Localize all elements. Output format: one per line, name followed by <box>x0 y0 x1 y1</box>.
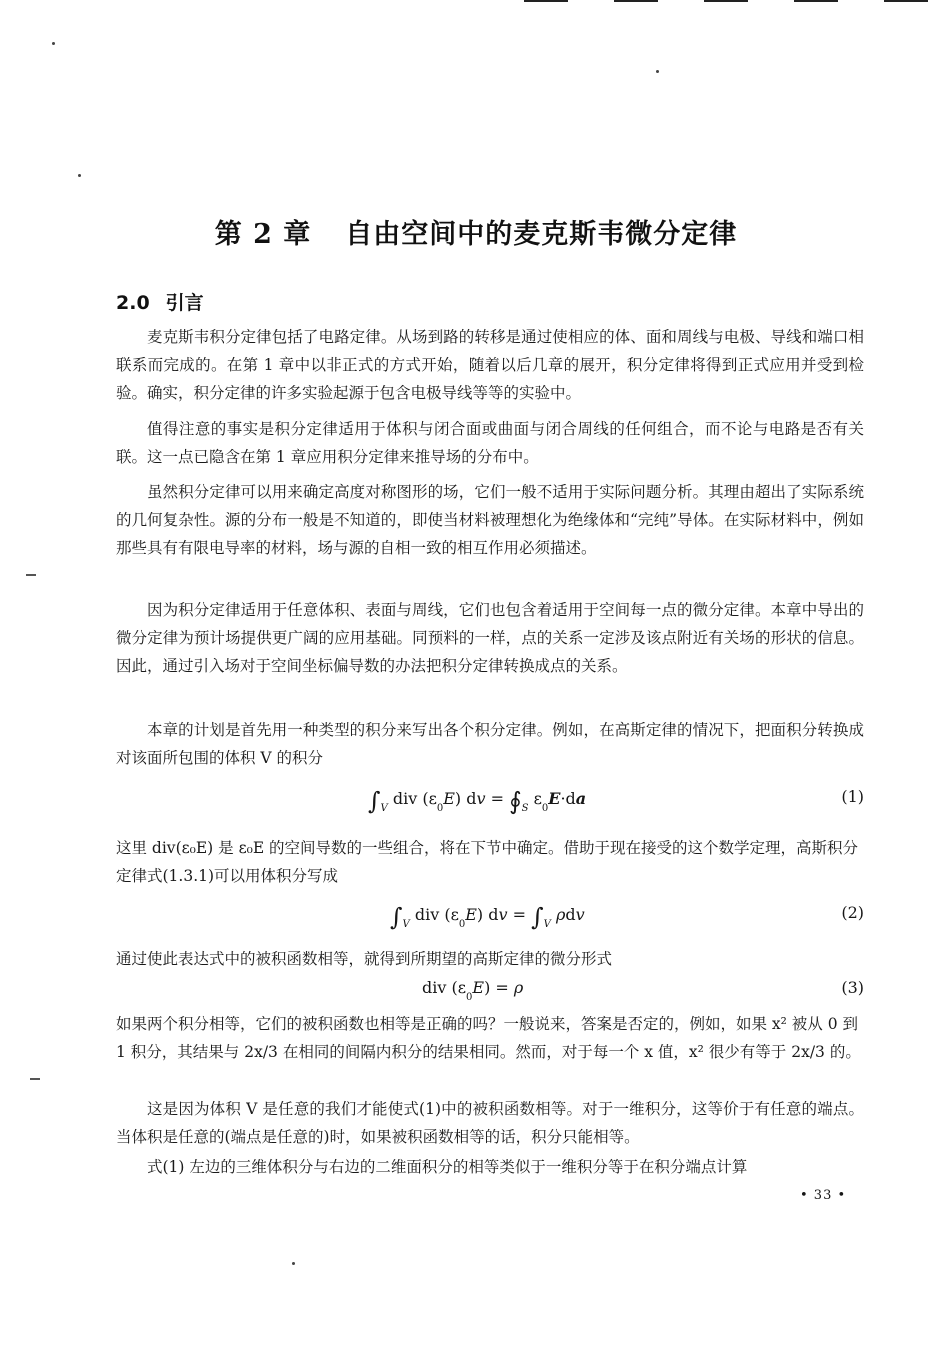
scan-speck <box>78 174 81 177</box>
scan-speck <box>656 70 659 73</box>
equation-2-body: $\int_V$ div $(\varepsilon_0E)$ dv = $\int_V$ ρdv <box>390 903 585 931</box>
equation-2-number: (2) <box>841 903 864 922</box>
equation-3-body: div $(\varepsilon_0E) = \rho$ <box>422 978 524 1003</box>
chapter-title <box>0 212 952 251</box>
paragraph-6: 这是因为体积 V 是任意的我们才能使式(1)中的被积函数相等。对于一维积分，这等价于有任意的端点。当体积是任意的(端点是任意的)时，如果被积函数相等的话，积分只能相等。 <box>116 1100 864 1146</box>
chapter-number: 第 2 章 <box>214 219 312 250</box>
scan-speck <box>52 42 55 45</box>
paragraph-after-eq2: 通过使此表达式中的被积函数相等，就得到所期望的高斯定律的微分形式 <box>116 950 613 968</box>
top-rule <box>884 0 928 2</box>
equation-3 <box>116 978 864 1008</box>
paragraph-after-eq3: 如果两个积分相等，它们的被积函数也相等是正确的吗？一般说来，答案是否定的，例如，如果 x² 被从 0 到 1 积分，其结果与 2x/3 在相同的间隔内积分的结果相同。然而，对于每一个 x 值，x² 很少有等于 2x/3 的。 <box>116 1015 861 1061</box>
top-rule <box>524 0 568 2</box>
paragraph-after-eq1: 这里 div(ε₀E) 是 ε₀E 的空间导数的一些组合，将在下节中确定。借助于现在接受的这个数学定理，高斯积分定律式(1.3.1)可以用体积分写成 <box>116 839 859 885</box>
equation-1-body: $\int_V$ div $(\varepsilon_0E)$ dv = $∮_S$ $\varepsilon_0E\cdot da$ <box>368 787 587 815</box>
paragraph-1: 麦克斯韦积分定律包括了电路定律。从场到路的转移是通过使相应的体、面和周线与电极、导线和端口相联系而完成的。在第 1 章中以非正式的方式开始，随着以后几章的展开，积分定律将得到正式应用并受到检验。确实，积分定律的许多实验起源于包含电极导线等等的实验中。 <box>116 328 864 402</box>
section-number: 2.0 <box>116 292 150 314</box>
margin-dash <box>26 574 36 576</box>
top-rule <box>704 0 748 2</box>
section-heading <box>116 288 204 315</box>
section-title: 引言 <box>165 292 204 314</box>
equation-1-number: (1) <box>841 787 864 806</box>
top-rule <box>614 0 658 2</box>
equation-3-number: (3) <box>841 978 864 997</box>
paragraph-2: 值得注意的事实是积分定律适用于体积与闭合面或曲面与闭合周线的任何组合，而不论与电路是否有关联。这一点已隐含在第 1 章应用积分定律来推导场的分布中。 <box>116 420 864 466</box>
paragraph-3: 虽然积分定律可以用来确定高度对称图形的场，它们一般不适用于实际问题分析。其理由超出了实际系统的几何复杂性。源的分布一般是不知道的，即使当材料被理想化为绝缘体和“完纯”导体。在实际材料中，例如那些具有有限电导率的材料，场与源的自相一致的相互作用必须描述。 <box>116 483 864 557</box>
paragraph-7: 式(1) 左边的三维体积分与右边的二维面积分的相等类似于一维积分等于在积分端点计算 <box>147 1158 748 1176</box>
paragraph-4: 因为积分定律适用于任意体积、表面与周线，它们也包含着适用于空间每一点的微分定律。本章中导出的微分定律为预计场提供更广阔的应用基础。同预料的一样，点的关系一定涉及该点附近有关场的形状的信息。因此，通过引入场对于空间坐标偏导数的办法把积分定律转换成点的关系。 <box>116 601 864 675</box>
margin-dash <box>30 1078 40 1080</box>
paragraph-5: 本章的计划是首先用一种类型的积分来写出各个积分定律。例如，在高斯定律的情况下，把面积分转换成对该面所包围的体积 V 的积分 <box>116 721 864 767</box>
equation-2 <box>116 903 864 933</box>
top-rule <box>794 0 838 2</box>
equation-1 <box>116 787 864 817</box>
scan-speck <box>292 1262 295 1265</box>
page-number: • 33 • <box>800 1188 847 1203</box>
chapter-title-text: 自由空间中的麦克斯韦微分定律 <box>345 219 738 250</box>
